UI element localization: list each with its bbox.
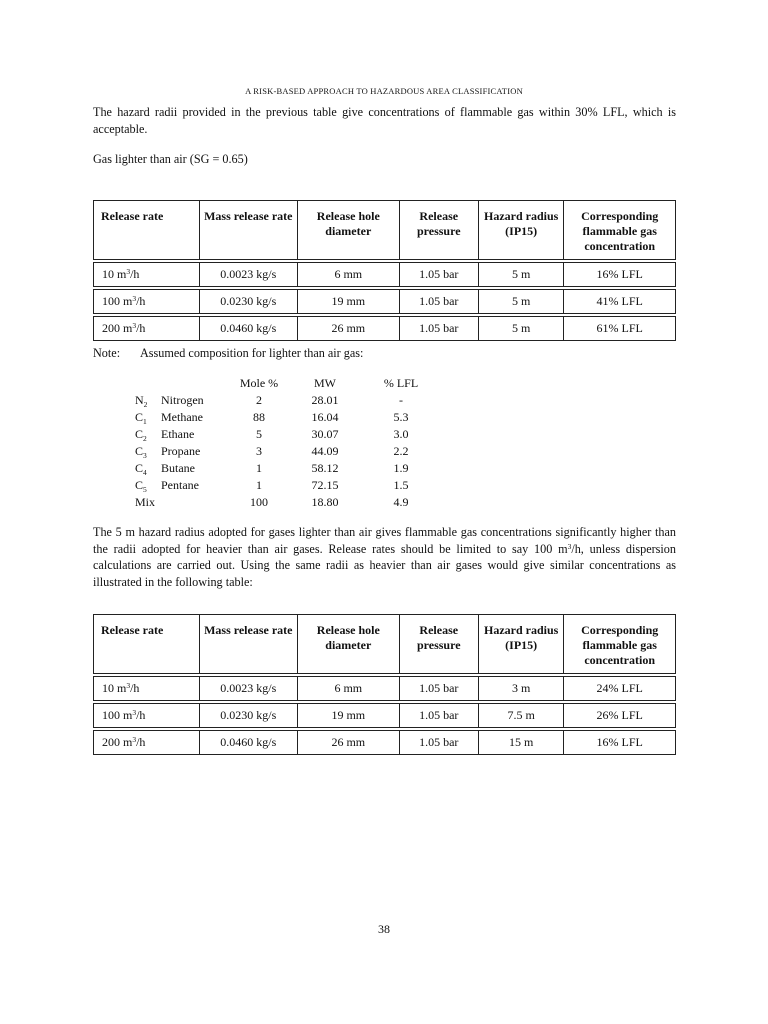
header-concentration: Corresponding flammable gas concentration — [564, 615, 676, 674]
running-header: A RISK-BASED APPROACH TO HAZARDOUS AREA CLASSIFICATION — [245, 86, 523, 96]
cell-radius: 15 m — [478, 731, 563, 755]
intro-paragraph: The hazard radii provided in the previous table give concentrations of flammable gas within 30% LFL, which is acceptable. — [93, 105, 676, 136]
cell-radius: 7.5 m — [478, 704, 563, 728]
cell-mass: 0.0230 kg/s — [199, 704, 298, 728]
component-mw: 30.07 — [311, 427, 339, 441]
hazard-table-lighter-gas — [93, 200, 676, 341]
component-mw: 16.04 — [311, 410, 339, 424]
header-release-rate: Release rate — [94, 615, 200, 674]
cell-hole: 26 mm — [298, 731, 400, 755]
table-row — [94, 317, 676, 341]
composition-row — [130, 478, 450, 495]
cell-pressure: 1.05 bar — [399, 317, 478, 341]
cell-pressure: 1.05 bar — [399, 704, 478, 728]
cell-pressure: 1.05 bar — [399, 263, 478, 287]
cell-radius: 5 m — [478, 290, 563, 314]
header-concentration: Corresponding flammable gas concentration — [564, 201, 676, 260]
component-name: Nitrogen — [161, 393, 204, 407]
component-symbol: $C_3$ — [135, 444, 147, 460]
component-mole: 88 — [253, 410, 265, 424]
composition-row — [130, 495, 450, 512]
component-symbol: Mix — [135, 495, 156, 509]
cell-radius: 5 m — [478, 317, 563, 341]
component-lfl: 2.2 — [393, 444, 409, 458]
cell-mass: 0.0460 kg/s — [199, 317, 298, 341]
cell-mass: 0.0023 kg/s — [199, 263, 298, 287]
component-name: Ethane — [161, 427, 195, 441]
cell-concentration: 16% LFL — [564, 731, 676, 755]
cell-hole: 6 mm — [298, 677, 400, 701]
cell-mass: 0.0023 kg/s — [199, 677, 298, 701]
component-mole: 100 — [250, 495, 268, 509]
table-row — [94, 731, 676, 755]
header-hazard-radius: Hazard radius (IP15) — [478, 615, 563, 674]
component-name: Propane — [161, 444, 201, 458]
cell-release-rate: 100 $m^3/h$ — [94, 290, 200, 314]
component-mw: 44.09 — [311, 444, 339, 458]
component-symbol: $C_1$ — [135, 410, 147, 426]
header-lfl: % LFL — [383, 376, 419, 390]
cell-concentration: 26% LFL — [564, 704, 676, 728]
table-row — [94, 290, 676, 314]
header-mass-release-rate: Mass release rate — [199, 201, 298, 260]
cell-mass: 0.0230 kg/s — [199, 290, 298, 314]
table-header-row — [94, 615, 676, 674]
component-lfl: - — [399, 393, 403, 407]
header-release-rate: Release rate — [94, 201, 200, 260]
cell-release-rate: 200 $m^3/h$ — [94, 731, 200, 755]
cell-radius: 5 m — [478, 263, 563, 287]
component-mole: 2 — [256, 393, 262, 407]
component-name: Methane — [161, 410, 203, 424]
component-lfl: 5.3 — [393, 410, 409, 424]
composition-row — [130, 461, 450, 478]
header-mole-percent: Mole % — [239, 376, 279, 390]
cell-radius: 3 m — [478, 677, 563, 701]
component-lfl: 1.5 — [393, 478, 409, 492]
discussion-paragraph: The 5 m hazard radius adopted for gases lighter than air gives flammable gas concentrations significantly higher than the radii adopted for heavier than air gases. Release rates should be limited to say 100 $m^3/h$, unless dispersion calculations are carried out. Using the same radii as heavier than air gases would give similar concentrations as illustrated in the following table: — [93, 525, 676, 589]
component-symbol: $N_2$ — [135, 393, 148, 409]
component-mole: 5 — [256, 427, 262, 441]
component-mole: 3 — [256, 444, 262, 458]
cell-concentration: 41% LFL — [564, 290, 676, 314]
note-label: Note: — [93, 346, 121, 360]
header-mw: MW — [314, 376, 336, 390]
composition-row — [130, 427, 450, 444]
composition-header-row — [130, 376, 450, 393]
cell-hole: 19 mm — [298, 704, 400, 728]
cell-release-rate: 10 $m^3/h$ — [94, 263, 200, 287]
cell-hole: 19 mm — [298, 290, 400, 314]
component-lfl: 3.0 — [393, 427, 409, 441]
header-hole-diameter: Release hole diameter — [298, 615, 400, 674]
cell-hole: 6 mm — [298, 263, 400, 287]
cell-concentration: 16% LFL — [564, 263, 676, 287]
cell-concentration: 61% LFL — [564, 317, 676, 341]
component-name: Pentane — [161, 478, 199, 492]
header-release-pressure: Release pressure — [399, 615, 478, 674]
cell-pressure: 1.05 bar — [399, 677, 478, 701]
table-header-row — [94, 201, 676, 260]
component-mole: 1 — [256, 478, 262, 492]
cell-pressure: 1.05 bar — [399, 290, 478, 314]
composition-row — [130, 393, 450, 410]
composition-row — [130, 444, 450, 461]
component-symbol: $C_4$ — [135, 461, 147, 477]
header-hazard-radius: Hazard radius (IP15) — [478, 201, 563, 260]
component-mw: 28.01 — [311, 393, 339, 407]
cell-concentration: 24% LFL — [564, 677, 676, 701]
composition-row — [130, 410, 450, 427]
hazard-table-same-radii — [93, 614, 676, 755]
cell-release-rate: 200 $m^3/h$ — [94, 317, 200, 341]
component-symbol: $C_2$ — [135, 427, 147, 443]
component-mw: 72.15 — [311, 478, 339, 492]
table-row — [94, 704, 676, 728]
component-mole: 1 — [256, 461, 262, 475]
component-name: Butane — [161, 461, 195, 475]
cell-release-rate: 100 $m^3/h$ — [94, 704, 200, 728]
header-release-pressure: Release pressure — [399, 201, 478, 260]
cell-release-rate: 10 $m^3/h$ — [94, 677, 200, 701]
component-lfl: 4.9 — [393, 495, 409, 509]
component-mw: 18.80 — [311, 495, 339, 509]
cell-pressure: 1.05 bar — [399, 731, 478, 755]
component-symbol: $C_5$ — [135, 478, 147, 494]
note-text: Assumed composition for lighter than air gas: — [140, 346, 364, 360]
page-number: 38 — [378, 922, 390, 936]
cell-mass: 0.0460 kg/s — [199, 731, 298, 755]
composition-table — [130, 376, 450, 512]
table-row — [94, 263, 676, 287]
cell-hole: 26 mm — [298, 317, 400, 341]
header-hole-diameter: Release hole diameter — [298, 201, 400, 260]
component-mw: 58.12 — [311, 461, 339, 475]
lighter-gas-subheading: Gas lighter than air (SG = 0.65) — [93, 152, 248, 166]
header-mass-release-rate: Mass release rate — [199, 615, 298, 674]
table-row — [94, 677, 676, 701]
component-lfl: 1.9 — [393, 461, 409, 475]
